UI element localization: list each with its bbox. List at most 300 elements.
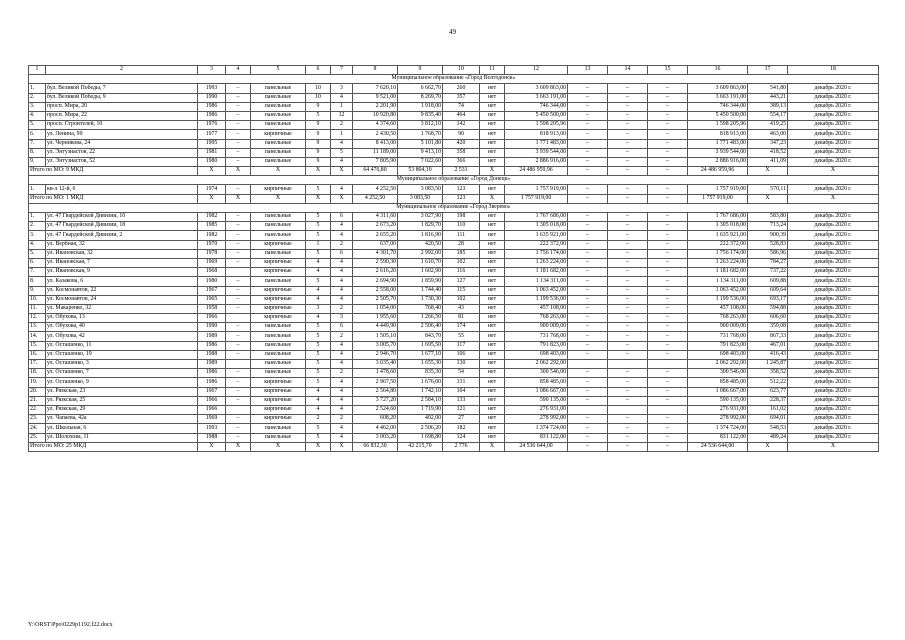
table-cell: 1 742,10 <box>398 387 443 396</box>
total-cell: X <box>226 167 251 176</box>
table-cell: 4 <box>331 341 353 350</box>
table-cell: 3 035,40 <box>353 360 398 369</box>
header-cell: 4 <box>226 66 251 75</box>
total-cell: 1 757 919,00 <box>688 194 748 203</box>
table-cell: просп. Мира, 20 <box>46 102 198 111</box>
table-cell: 443,21 <box>748 93 788 102</box>
table-cell: 9 835,40 <box>398 111 443 120</box>
table-cell: – <box>568 249 608 258</box>
table-row <box>29 139 879 148</box>
table-cell: – <box>226 378 251 387</box>
table-cell: – <box>568 396 608 405</box>
header-cell: 10 <box>443 66 480 75</box>
table-cell: панельные <box>251 139 306 148</box>
table-cell: ул. Чапаева, 42а <box>46 415 198 424</box>
table-cell: 2 673,20 <box>353 222 398 231</box>
table-cell: – <box>648 268 688 277</box>
table-cell: 28 <box>443 240 480 249</box>
table-cell: 1986 <box>198 102 226 111</box>
table-cell: – <box>568 258 608 267</box>
table-cell: 1 263 224,00 <box>505 258 568 267</box>
table-cell: нет <box>480 139 505 148</box>
table-cell: – <box>608 424 648 433</box>
table-cell: 1 086 667,00 <box>505 387 568 396</box>
table-cell: кирпичные <box>251 415 306 424</box>
table-cell: 174 <box>443 323 480 332</box>
table-cell: 818 913,00 <box>688 130 748 139</box>
table-cell: 4 301,70 <box>353 249 398 258</box>
section-title: Муниципальное образование «Город Зверево» <box>29 203 879 212</box>
table-cell: – <box>226 332 251 341</box>
table-cell: декабрь 2020 г. <box>788 102 879 111</box>
table-cell: 9 521,00 <box>353 93 398 102</box>
table-cell: 416,43 <box>748 350 788 359</box>
table-cell: – <box>226 286 251 295</box>
table-cell: кирпичные <box>251 405 306 414</box>
table-cell: декабрь 2020 г. <box>788 277 879 286</box>
table-cell: 43 <box>443 304 480 313</box>
table-cell: 4 <box>331 185 353 194</box>
table-cell: 161,02 <box>748 405 788 414</box>
table-cell: – <box>226 93 251 102</box>
table-cell: 900,39 <box>748 231 788 240</box>
table-cell: нет <box>480 93 505 102</box>
table-cell: 359,08 <box>748 323 788 332</box>
table-cell: 9 <box>306 130 331 139</box>
table-cell: 5 <box>306 277 331 286</box>
table-cell: 768 263,00 <box>505 314 568 323</box>
table-cell: кирпичные <box>251 130 306 139</box>
table-cell: 1 955,60 <box>353 314 398 323</box>
table-row <box>29 111 879 120</box>
total-cell: X <box>480 442 505 451</box>
total-cell: X <box>198 442 226 451</box>
table-cell: декабрь 2020 г. <box>788 148 879 157</box>
table-cell: кирпичные <box>251 185 306 194</box>
table-cell: 1 757 919,00 <box>505 185 568 194</box>
table-row <box>29 387 879 396</box>
table-cell: нет <box>480 424 505 433</box>
table-cell: 1993 <box>198 84 226 93</box>
table-cell: 1970 <box>198 240 226 249</box>
total-cell: 66 832,30 <box>353 442 398 451</box>
table-cell: – <box>608 213 648 222</box>
table-cell: 609,88 <box>748 277 788 286</box>
table-cell: – <box>648 314 688 323</box>
table-cell: 4 <box>306 268 331 277</box>
table-cell: 1976 <box>198 121 226 130</box>
header-cell: 12 <box>505 66 568 75</box>
table-cell: панельные <box>251 231 306 240</box>
table-cell: 1982 <box>198 231 226 240</box>
table-cell: 1985 <box>198 222 226 231</box>
table-cell: 3 609 863,00 <box>688 84 748 93</box>
table-cell: 2 <box>331 240 353 249</box>
table-cell: нет <box>480 405 505 414</box>
table-cell: 609,64 <box>748 286 788 295</box>
table-cell: 3. <box>29 102 46 111</box>
table-cell: 6 <box>331 213 353 222</box>
table-cell: нет <box>480 130 505 139</box>
total-cell: X <box>306 442 331 451</box>
table-cell: 102 <box>443 258 480 267</box>
total-cell: X <box>788 167 879 176</box>
table-cell: декабрь 2020 г. <box>788 396 879 405</box>
table-cell: 1968 <box>198 268 226 277</box>
total-cell: X <box>198 167 226 176</box>
table-row <box>29 93 879 102</box>
table-cell: ул. Осташенко, 19 <box>46 350 198 359</box>
table-cell: – <box>608 222 648 231</box>
total-cell: X <box>788 194 879 203</box>
table-cell: 420 <box>443 139 480 148</box>
table-cell <box>648 360 688 369</box>
table-cell: – <box>568 231 608 240</box>
table-cell: 1 602,90 <box>398 268 443 277</box>
table-cell: – <box>568 314 608 323</box>
table-cell: кирпичные <box>251 268 306 277</box>
table-cell: 182 <box>443 424 480 433</box>
header-cell: 16 <box>688 66 748 75</box>
table-cell: 3 005,70 <box>353 341 398 350</box>
total-cell: X <box>226 442 251 451</box>
table-cell: 9 <box>306 121 331 130</box>
table-cell: 1986 <box>198 341 226 350</box>
table-cell: 831 122,00 <box>688 433 748 442</box>
table-cell: нет <box>480 213 505 222</box>
table-cell: 1 <box>331 130 353 139</box>
table-cell: – <box>568 121 608 130</box>
section-title: Муниципальное образование «Город Донецк» <box>29 176 879 185</box>
table-cell: 222 372,00 <box>688 240 748 249</box>
header-cell: 17 <box>748 66 788 75</box>
header-cell: 8 <box>353 66 398 75</box>
table-cell: 467,01 <box>748 341 788 350</box>
table-cell: 6 662,70 <box>398 84 443 93</box>
table-cell: 228,37 <box>748 396 788 405</box>
table-cell: кирпичные <box>251 314 306 323</box>
table-cell: декабрь 2020 г. <box>788 249 879 258</box>
table-cell: 5 <box>306 185 331 194</box>
total-cell: – <box>608 194 648 203</box>
table-cell <box>648 405 688 414</box>
table-cell: 1 676,00 <box>398 378 443 387</box>
total-cell: 4 252,50 <box>353 194 398 203</box>
table-cell: – <box>226 84 251 93</box>
table-cell: 731 768,00 <box>688 332 748 341</box>
table-cell: 1 478,60 <box>353 369 398 378</box>
header-cell: 2 <box>46 66 198 75</box>
table-cell: ул. Казакова, 6 <box>46 277 198 286</box>
table-cell: – <box>608 314 648 323</box>
table-cell: 2 430,50 <box>353 130 398 139</box>
table-cell: 3 939 544,00 <box>688 148 748 157</box>
table-cell: нет <box>480 268 505 277</box>
table-cell: 831 122,00 <box>505 433 568 442</box>
table-cell: 5 <box>306 378 331 387</box>
table-cell: кирпичные <box>251 286 306 295</box>
table-cell: ул. Рязкская, 29 <box>46 405 198 414</box>
table-cell: декабрь 2020 г. <box>788 222 879 231</box>
table-cell: 1. <box>29 84 46 93</box>
table-cell: 1 181 682,00 <box>505 268 568 277</box>
table-cell: 2 967,50 <box>353 378 398 387</box>
total-cell: X <box>198 194 226 203</box>
table-cell: 4 <box>331 258 353 267</box>
table-cell: 1 598 205,96 <box>505 121 568 130</box>
table-cell: – <box>226 323 251 332</box>
table-cell: декабрь 2020 г. <box>788 231 879 240</box>
total-cell: – <box>648 167 688 176</box>
table-cell: 123 <box>443 185 480 194</box>
table-cell: – <box>226 350 251 359</box>
table-cell: – <box>568 277 608 286</box>
table-cell: – <box>226 231 251 240</box>
table-cell: нет <box>480 157 505 166</box>
table-cell: кирпичные <box>251 387 306 396</box>
table-row <box>29 341 879 350</box>
table-cell: 127 <box>443 277 480 286</box>
table-cell: 4 <box>331 295 353 304</box>
table-cell: 5 <box>306 424 331 433</box>
table-cell: – <box>226 295 251 304</box>
table-cell: – <box>608 84 648 93</box>
table-cell: 25. <box>29 433 46 442</box>
table-cell: 2 886 916,00 <box>505 157 568 166</box>
table-cell: – <box>226 157 251 166</box>
table-cell: ул. Обухова, 40 <box>46 323 198 332</box>
total-cell: Итого по МО: 9 МКД <box>29 167 198 176</box>
table-cell: 90 <box>443 130 480 139</box>
table-cell: 1 610,70 <box>398 258 443 267</box>
total-cell: X <box>480 167 505 176</box>
table-cell: 2 062 292,00 <box>505 360 568 369</box>
table-cell: 1 719,90 <box>398 405 443 414</box>
table-cell: 276 931,00 <box>505 405 568 414</box>
table-cell: 222 372,00 <box>505 240 568 249</box>
table-cell: 9 <box>306 139 331 148</box>
table-cell <box>568 360 608 369</box>
header-cell: 18 <box>788 66 879 75</box>
table-cell: нет <box>480 231 505 240</box>
table-cell: 347,23 <box>748 139 788 148</box>
table-row <box>29 130 879 139</box>
total-cell: X <box>748 167 788 176</box>
table-cell: 19. <box>29 378 46 387</box>
table-cell: – <box>568 304 608 313</box>
table-cell: 768,40 <box>398 304 443 313</box>
table-cell: нет <box>480 185 505 194</box>
table-cell: – <box>608 277 648 286</box>
table-cell: декабрь 2020 г. <box>788 93 879 102</box>
table-cell: – <box>568 148 608 157</box>
table-cell: нет <box>480 295 505 304</box>
table-row <box>29 240 879 249</box>
table-cell: 9 <box>306 102 331 111</box>
total-cell: Итого по МО: 25 МКД <box>29 442 198 451</box>
table-cell: 457 108,00 <box>688 304 748 313</box>
total-cell: X <box>331 442 353 451</box>
table-cell: – <box>648 378 688 387</box>
header-row <box>29 66 879 75</box>
table-cell: панельные <box>251 424 306 433</box>
table-cell: – <box>568 222 608 231</box>
table-cell: 24. <box>29 424 46 433</box>
table-row <box>29 332 879 341</box>
table-row <box>29 369 879 378</box>
table-cell: – <box>608 350 648 359</box>
total-cell: X <box>748 442 788 451</box>
table-cell: – <box>648 277 688 286</box>
table-cell: 1 181 682,00 <box>688 268 748 277</box>
table-cell: декабрь 2020 г. <box>788 415 879 424</box>
table-cell: – <box>608 304 648 313</box>
table-cell: панельные <box>251 323 306 332</box>
table-cell: 858 485,00 <box>505 378 568 387</box>
table-cell: декабрь 2020 г. <box>788 369 879 378</box>
table-cell: 1977 <box>198 130 226 139</box>
table-cell: 9 <box>306 157 331 166</box>
table-cell: – <box>568 286 608 295</box>
table-cell: 3 <box>331 84 353 93</box>
total-cell: – <box>568 442 608 451</box>
table-cell: 693,17 <box>748 295 788 304</box>
table-cell: 4 <box>331 286 353 295</box>
table-cell: панельные <box>251 341 306 350</box>
table-cell: – <box>608 378 648 387</box>
total-cell: 53 804,10 <box>398 167 443 176</box>
table-cell: – <box>226 213 251 222</box>
table-cell: – <box>648 396 688 405</box>
table-cell: панельные <box>251 157 306 166</box>
table-cell: 583,80 <box>748 213 788 222</box>
table-cell: 2 946,70 <box>353 350 398 359</box>
table-row <box>29 396 879 405</box>
table-row <box>29 249 879 258</box>
table-cell: – <box>226 240 251 249</box>
table-cell: 1958 <box>198 304 226 313</box>
table-cell: декабрь 2020 г. <box>788 84 879 93</box>
table-cell: 3 027,90 <box>398 213 443 222</box>
table-cell: 185 <box>443 249 480 258</box>
table-cell: декабрь 2020 г. <box>788 424 879 433</box>
table-cell: нет <box>480 84 505 93</box>
table-cell: 1 199 536,00 <box>688 295 748 304</box>
table-cell: 55 <box>443 332 480 341</box>
table-cell: нет <box>480 314 505 323</box>
total-cell: – <box>608 167 648 176</box>
table-cell: 489,24 <box>748 433 788 442</box>
table-cell: – <box>648 350 688 359</box>
table-cell: 1990 <box>198 93 226 102</box>
table-cell: 1966 <box>198 314 226 323</box>
table-cell: кирпичные <box>251 240 306 249</box>
table-cell: 698 403,00 <box>505 350 568 359</box>
table-cell: 5 <box>306 222 331 231</box>
table-cell: 4 <box>306 387 331 396</box>
table-cell: – <box>568 84 608 93</box>
table-cell: – <box>568 157 608 166</box>
table-cell: 1 199 536,00 <box>505 295 568 304</box>
table-cell: – <box>648 332 688 341</box>
table-cell: – <box>568 378 608 387</box>
table-cell: 1990 <box>198 323 226 332</box>
section-title: Муниципальное образование «Город Волгодонск» <box>29 75 879 84</box>
total-cell: 3 083,50 <box>398 194 443 203</box>
table-cell: 3 939 544,00 <box>505 148 568 157</box>
table-cell: 3 812,10 <box>398 121 443 130</box>
table-cell: 1 305 018,00 <box>505 222 568 231</box>
table-cell: 5. <box>29 121 46 130</box>
table-cell: 512,22 <box>748 378 788 387</box>
table-cell: 1993 <box>198 424 226 433</box>
table-cell: 419,25 <box>748 121 788 130</box>
table-cell: – <box>608 93 648 102</box>
table-cell: 6. <box>29 258 46 267</box>
table-cell: 7. <box>29 268 46 277</box>
table-cell: 5 <box>306 323 331 332</box>
table-row <box>29 286 879 295</box>
table-cell: – <box>568 341 608 350</box>
table-cell: 6. <box>29 130 46 139</box>
table-cell: – <box>568 111 608 120</box>
table-cell: 784,27 <box>748 258 788 267</box>
table-cell: декабрь 2020 г. <box>788 240 879 249</box>
table-cell: панельные <box>251 111 306 120</box>
table-cell: 2 <box>331 415 353 424</box>
table-cell: 1 829,70 <box>398 222 443 231</box>
table-cell: 1981 <box>198 148 226 157</box>
table-cell: 1967 <box>198 286 226 295</box>
table-cell: 4 311,60 <box>353 213 398 222</box>
table-cell: 3 <box>306 304 331 313</box>
table-cell: декабрь 2020 г. <box>788 378 879 387</box>
table-cell: 1. <box>29 185 46 194</box>
table-cell: 2 558,00 <box>353 286 398 295</box>
table-cell: – <box>226 139 251 148</box>
table-cell: 737,22 <box>748 268 788 277</box>
table-cell: 4 252,50 <box>353 185 398 194</box>
table-cell: ул. Энтузиастов, 52 <box>46 157 198 166</box>
table-cell: нет <box>480 121 505 130</box>
table-cell: просп. Мира, 22 <box>46 111 198 120</box>
table-row <box>29 415 879 424</box>
table-cell: панельные <box>251 360 306 369</box>
table-cell: 14. <box>29 332 46 341</box>
table-cell: 7 620,10 <box>353 84 398 93</box>
table-cell: 418,52 <box>748 148 788 157</box>
table-cell: – <box>608 102 648 111</box>
table-cell: панельные <box>251 332 306 341</box>
table-cell: 389,13 <box>748 102 788 111</box>
table-cell: – <box>648 341 688 350</box>
table-cell: 2. <box>29 93 46 102</box>
table-cell: – <box>648 157 688 166</box>
table-cell: 104 <box>443 387 480 396</box>
table-cell: ул. Обухова, 42 <box>46 332 198 341</box>
table-cell: – <box>648 249 688 258</box>
table-cell: – <box>226 148 251 157</box>
table-cell: 1 063 452,00 <box>688 286 748 295</box>
table-cell: – <box>648 84 688 93</box>
table-cell: 1 767 686,00 <box>505 213 568 222</box>
table-cell: 1 771 483,00 <box>505 139 568 148</box>
table-cell: ул. Осташенко, 3 <box>46 360 198 369</box>
table-cell: панельные <box>251 213 306 222</box>
total-cell: X <box>331 167 353 176</box>
table-cell: 4 374,60 <box>353 121 398 130</box>
table-cell: 4 462,00 <box>353 424 398 433</box>
